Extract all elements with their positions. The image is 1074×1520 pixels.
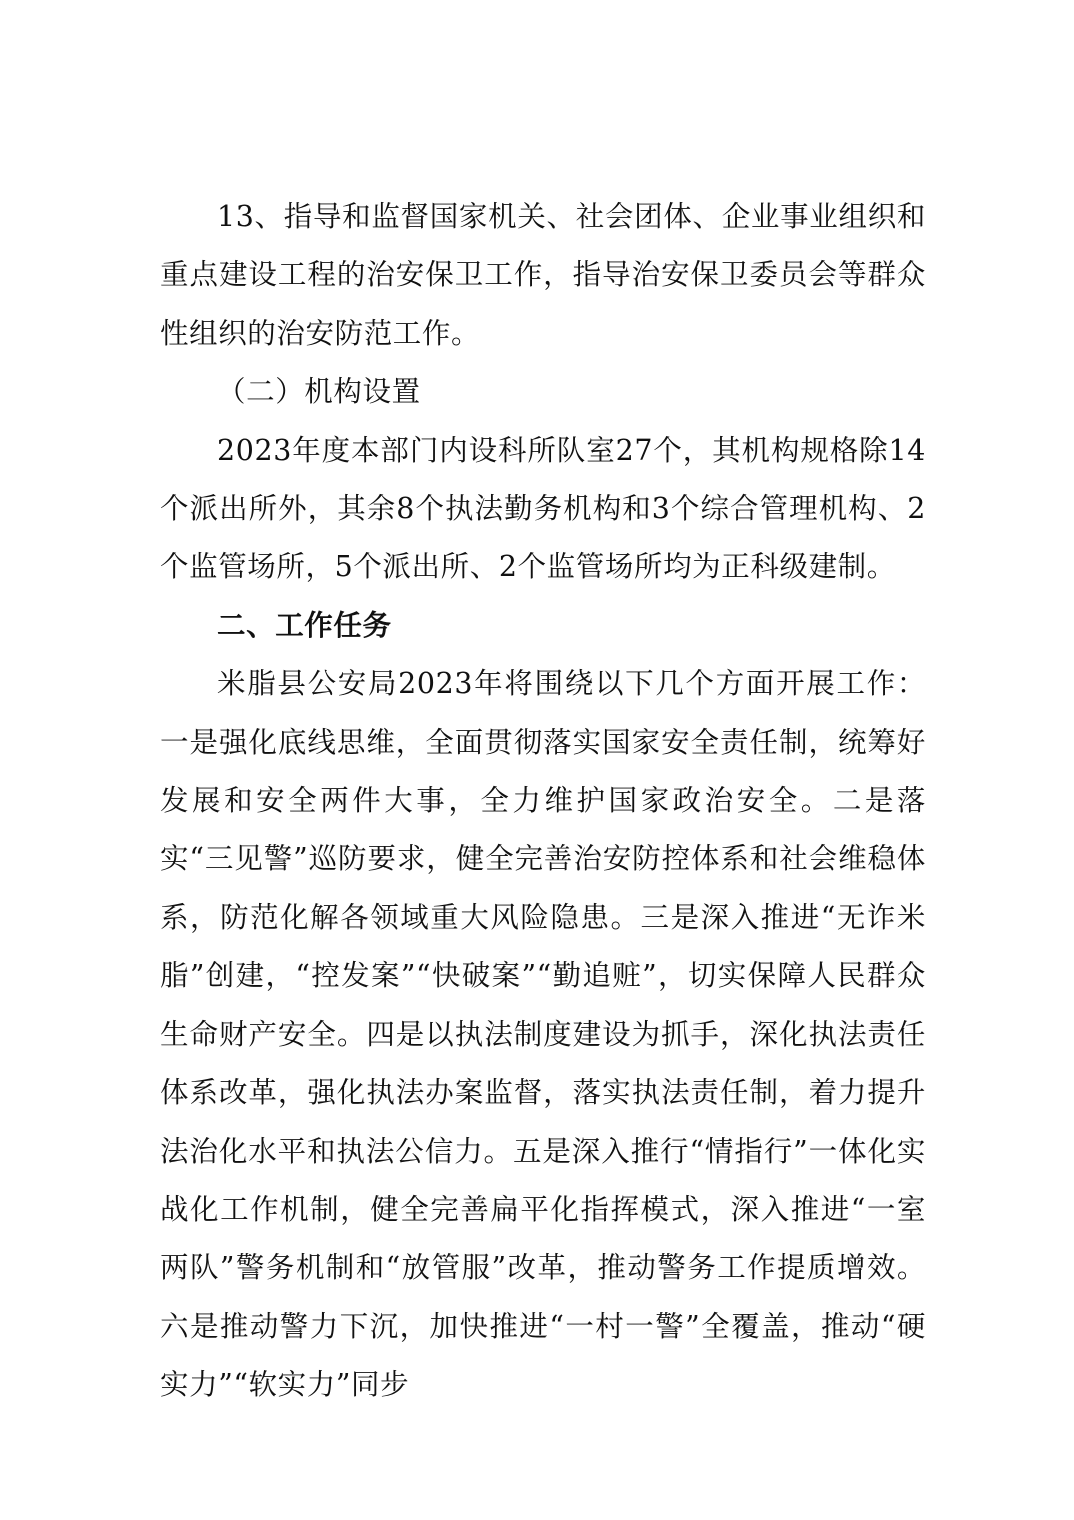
paragraph-item-13: 13、指导和监督国家机关、社会团体、企业事业组织和重点建设工程的治安保卫工作，指导治安保卫委员会等群众性组织的治安防范工作。 <box>160 200 926 350</box>
document-content <box>160 188 926 1415</box>
subheading-organization-setup: （二）机构设置 <box>217 375 421 409</box>
heading-work-tasks: 二、工作任务 <box>217 608 392 642</box>
paragraph-work-tasks: 米脂县公安局2023年将围绕以下几个方面开展工作：一是强化底线思维，全面贯彻落实国家安全责任制，统筹好发展和安全两件大事，全力维护国家政治安全。二是落实“三见警”巡防要求，健全完善治安防控体系和社会维稳体系，防范化解各领域重大风险隐患。三是深入推进“无诈米脂”创建，“控发案”“快破案”“勤追赃”，切实保障人民群众生命财产安全。四是以执法制度建设为抓手，深化执法责任体系改革，强化执法办案监督，落实执法责任制，着力提升法治化水平和执法公信力。五是深入推行“情指行”一体化实战化工作机制，健全完善扁平化指挥模式，深入推进“一室两队”警务机制和“放管服”改革，推动警务工作提质增效。六是推动警力下沉，加快推进“一村一警”全覆盖，推动“硬实力”“软实力”同步 <box>160 667 926 1402</box>
paragraph-organization: 2023年度本部门内设科所队室27个，其机构规格除14个派出所外，其余8个执法勤务机构和3个综合管理机构、2个监管场所，5个派出所、2个监管场所均为正科级建制。 <box>160 433 926 584</box>
